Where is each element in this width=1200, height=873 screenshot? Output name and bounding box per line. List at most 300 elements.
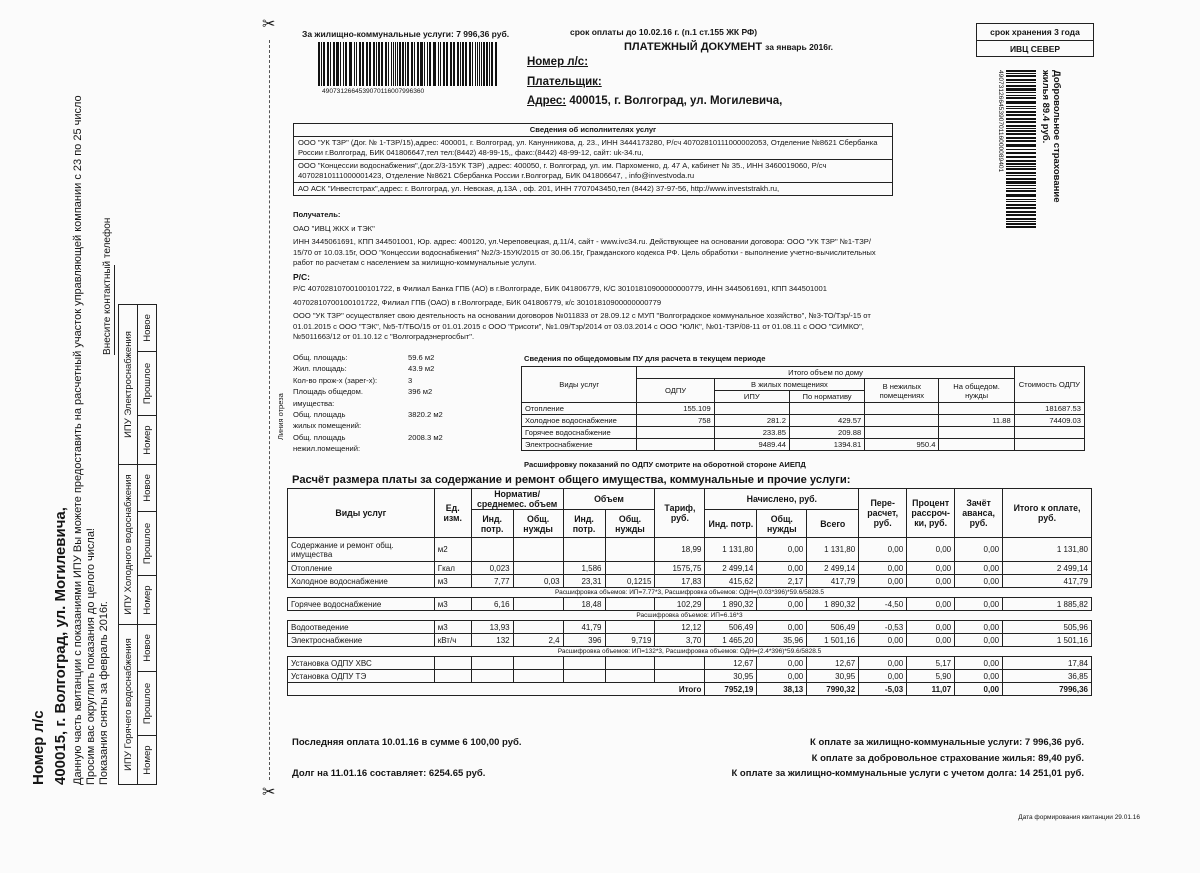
barcode-bar xyxy=(407,42,409,86)
calc-cell-tariff xyxy=(655,670,705,683)
calc-h-topay: Итого к оплате, руб. xyxy=(1003,489,1092,538)
barcode-bar xyxy=(1006,221,1036,222)
calc-cell-rc: 0,00 xyxy=(859,657,907,670)
calc-cell-tot: 1 131,80 xyxy=(807,538,859,562)
barcode-bar xyxy=(477,42,478,86)
barcode-bar xyxy=(1006,92,1036,93)
document-title-text: ПЛАТЕЖНЫЙ ДОКУМЕНТ xyxy=(624,41,763,53)
barcode-bar xyxy=(453,42,455,86)
stub-account-label: Номер л/с xyxy=(30,710,47,785)
calc-h-volume-common: Общ. нужды xyxy=(605,510,655,538)
barcode-bar xyxy=(1006,185,1036,186)
area-label: Общ. площадь: xyxy=(293,353,348,362)
barcode-bar xyxy=(446,42,448,86)
ipu-electric-title: ИПУ Электроснабжения xyxy=(119,305,138,465)
calc-h-installment: Процент рассроч- ки, руб. xyxy=(907,489,955,538)
calc-h-volume: Объем xyxy=(563,489,655,510)
barcode-bar xyxy=(1006,190,1036,192)
calc-cell-inst: 0,00 xyxy=(907,634,955,647)
calc-total-tot: 7990,32 xyxy=(807,683,859,696)
barcode-bar xyxy=(330,42,331,86)
calc-h-charged-total: Всего xyxy=(807,510,859,538)
barcode-bar xyxy=(1006,218,1036,220)
calc-cell-n2 xyxy=(513,538,563,562)
barcode-bar xyxy=(433,42,436,86)
barcode-bar xyxy=(376,42,377,86)
calc-cell-c1: 506,49 xyxy=(705,621,757,634)
calc-cell-rc: 0,00 xyxy=(859,634,907,647)
calc-cell-tariff: 102,29 xyxy=(655,598,705,611)
calc-cell-n1 xyxy=(471,670,513,683)
odpu-h-norm: По нормативу xyxy=(789,391,864,403)
calc-cell-c2: 0,00 xyxy=(757,670,807,683)
scissors-icon: ✂ xyxy=(262,784,276,801)
calc-row xyxy=(288,562,1092,575)
barcode-bar xyxy=(427,42,428,86)
calc-cell-adv: 0,00 xyxy=(955,657,1003,670)
barcode-bar xyxy=(381,42,383,86)
last-payment: Последняя оплата 10.01.16 в сумме 6 100,00 руб. xyxy=(292,737,522,748)
barcode-bar xyxy=(491,42,493,86)
barcode-bar xyxy=(1006,168,1036,170)
barcode-bar xyxy=(1006,160,1036,162)
barcode-bar xyxy=(1006,166,1036,167)
barcode-bar xyxy=(323,42,325,86)
recipient-block xyxy=(293,210,983,343)
barcode-bar xyxy=(457,42,459,86)
contract-line: ООО "УК ТЗР" осуществляет свою деятельность на основании договоров №011833 от 28.09.12 с МУП "Волгоградское коммунальное хозяйство", №3-ТО/Тзр/-15 от xyxy=(293,311,871,320)
barcode-bar xyxy=(1006,73,1036,74)
calc-total-inst: 11,07 xyxy=(907,683,955,696)
odpu-table xyxy=(521,366,1085,451)
barcode-bar xyxy=(1006,133,1036,135)
barcode-bar xyxy=(486,42,488,86)
calc-cell-c1: 2 499,14 xyxy=(705,562,757,575)
area-row xyxy=(293,398,463,409)
calc-cell-unit: м2 xyxy=(434,538,471,562)
calc-cell-pay: 417,79 xyxy=(1003,575,1092,588)
barcode-bar xyxy=(1006,201,1036,202)
calc-cell-c2: 35,96 xyxy=(757,634,807,647)
calc-h-unit: Ед. изм. xyxy=(434,489,471,538)
barcode-bar xyxy=(399,42,401,86)
contract-line: 01.01.2015 с ООО "ТЭК", №5-Т/ТБО/15 от 01.01.2015 с ООО "Грисоти", №1.09/Тзр/2014 от 03.03.2014 с ООО "ЮЛК", №01-ТЗР/08-11 от 01.08.11 с ООО "СИМКО", xyxy=(293,321,864,331)
ipu-electric-previous[interactable]: Прошлое xyxy=(138,351,157,415)
barcode-bar xyxy=(479,42,480,86)
calc-total-pay: 7996,36 xyxy=(1003,683,1092,696)
calc-row xyxy=(288,621,1092,634)
org-name: ИВЦ СЕВЕР xyxy=(1009,44,1061,54)
ipu-electric-number[interactable]: Номер xyxy=(138,416,157,465)
barcode-bar xyxy=(1006,106,1036,107)
barcode-bar xyxy=(1006,118,1036,120)
calc-cell-n2: 0,03 xyxy=(513,575,563,588)
volume-breakdown xyxy=(288,611,1092,621)
calc-total-adv: 0,00 xyxy=(955,683,1003,696)
calc-cell-n2 xyxy=(513,562,563,575)
barcode-bar xyxy=(333,42,335,86)
calc-cell-name: Электроснабжение xyxy=(288,634,435,647)
barcode-bar xyxy=(1006,214,1036,216)
calc-h-norm-ind: Инд. потр. xyxy=(471,510,513,538)
odpu-row xyxy=(522,427,1085,439)
calc-cell-tot: 12,67 xyxy=(807,657,859,670)
odpu-row xyxy=(522,415,1085,427)
stub-notice: Данную часть квитанции с показаниями ИПУ Вы можете предоставить на расчетный участок управляющей компании с 23 по 25 число xyxy=(72,95,84,785)
contract-line: №5011663/12 от 01.10.12 с "Волгоградэнергосбыт". xyxy=(293,332,475,341)
odpu-cell-ipu: 9489.44 xyxy=(714,439,789,451)
barcode-bar xyxy=(405,42,406,86)
barcode-main-number: 4907312664539070116007996360 xyxy=(322,88,425,95)
barcode-bar xyxy=(393,42,394,86)
area-row xyxy=(293,443,463,454)
barcode-bar xyxy=(349,42,352,86)
barcode-bar xyxy=(1006,108,1036,109)
barcode-bar xyxy=(1006,111,1036,113)
odpu-cell-norm: 429.57 xyxy=(789,415,864,427)
insurance-block xyxy=(986,70,1066,240)
area-label: Кол-во прож-х (зарег-х): xyxy=(293,375,378,385)
barcode-bar xyxy=(489,42,490,86)
tear-off-stub xyxy=(30,15,160,785)
ipu-hot-title: ИПУ Горячего водоснабжения xyxy=(119,625,138,785)
due-date: срок оплаты до 10.02.16 г. (п.1 ст.155 ЖК РФ) xyxy=(570,27,758,37)
odpu-h-service: Виды услуг xyxy=(522,367,637,403)
area-label: Площадь общедом. xyxy=(293,387,363,397)
barcode-bar xyxy=(417,42,419,86)
calc-cell-tot: 2 499,14 xyxy=(807,562,859,575)
odpu-cell-name: Холодное водоснабжение xyxy=(522,415,637,427)
calc-cell-n2 xyxy=(513,657,563,670)
calc-cell-c1: 415,62 xyxy=(705,575,757,588)
odpu-cell-name: Горячее водоснабжение xyxy=(522,427,637,439)
barcode-bar xyxy=(1006,178,1036,180)
ipu-hot-new[interactable]: Новое xyxy=(138,625,157,672)
odpu-cell-norm xyxy=(789,403,864,415)
barcode-bar xyxy=(438,42,439,86)
calc-h-recalc: Пере- расчет, руб. xyxy=(859,489,907,538)
stub-address: 400015, г. Волгоград, ул. Могилевича, xyxy=(52,507,69,785)
calc-cell-unit xyxy=(434,670,471,683)
calc-cell-n1 xyxy=(471,538,513,562)
calc-cell-adv: 0,00 xyxy=(955,562,1003,575)
barcode-bar xyxy=(443,42,445,86)
barcode-bar xyxy=(1006,199,1036,200)
barcode-bar xyxy=(1006,82,1036,83)
calc-cell-v2 xyxy=(605,670,655,683)
barcode-insurance-number: 4907312664539070116000089401 xyxy=(997,70,1004,173)
calc-cell-inst: 5,90 xyxy=(907,670,955,683)
executors-table xyxy=(293,123,893,196)
calc-cell-pay: 17,84 xyxy=(1003,657,1092,670)
ipu-electric-new[interactable]: Новое xyxy=(138,305,157,352)
calc-h-norm-common: Общ. нужды xyxy=(513,510,563,538)
calc-cell-v1: 41,79 xyxy=(563,621,605,634)
odpu-cell-odpu: 155.109 xyxy=(637,403,714,415)
calc-cell-name: Установка ОДПУ ХВС xyxy=(288,657,435,670)
recipient-label: Получатель: xyxy=(293,210,341,219)
rs-line: Р/С 40702810700100101722, в Филиал Банка ГПБ (АО) в г.Волгограде, БИК 041806779, К/С 30101810900000000779, ИНН 3445061691, КПП 344501001 xyxy=(293,284,827,293)
barcode-bar xyxy=(1006,121,1036,123)
calc-cell-unit: м3 xyxy=(434,598,471,611)
area-value: 396 м2 xyxy=(408,387,433,397)
calc-row xyxy=(288,657,1092,670)
calc-cell-unit: м3 xyxy=(434,621,471,634)
odpu-cell-common xyxy=(939,403,1014,415)
barcode-bar xyxy=(460,42,461,86)
recipient-name: ОАО "ИВЦ ЖКХ и ТЭК" xyxy=(293,223,375,233)
stub-readings-date: Показания сняты за февраль 2016г. xyxy=(98,601,110,785)
barcode-bar xyxy=(385,42,387,86)
calc-h-tariff: Тариф, руб. xyxy=(655,489,705,538)
barcode-bar xyxy=(414,42,415,86)
address-value: 400015, г. Волгоград, ул. Могилевича, xyxy=(569,95,783,107)
calc-cell-tariff xyxy=(655,657,705,670)
odpu-h-residential: В жилых помещениях xyxy=(714,379,865,391)
calc-h-charged: Начислено, руб. xyxy=(705,489,859,510)
total-line: За жилищно-коммунальные услуги: 7 996,36 руб. xyxy=(302,29,510,39)
stub-phone-label: Внесите контактный телефон xyxy=(102,217,113,355)
barcode-bar xyxy=(1006,125,1036,127)
calc-cell-v2 xyxy=(605,562,655,575)
calc-cell-tot: 1 890,32 xyxy=(807,598,859,611)
calc-cell-c1: 1 131,80 xyxy=(705,538,757,562)
odpu-cell-odpu xyxy=(637,427,714,439)
odpu-cell-nonres xyxy=(865,415,939,427)
calc-row xyxy=(288,575,1092,588)
stub-ipu-table xyxy=(118,304,157,785)
barcode-bar xyxy=(1006,163,1036,165)
ipu-cold-new[interactable]: Новое xyxy=(138,465,157,512)
odpu-cell-ipu: 281.2 xyxy=(714,415,789,427)
calc-cell-c2: 2,17 xyxy=(757,575,807,588)
odpu-cell-name: Электроснабжение xyxy=(522,439,637,451)
calc-total-c2: 38,13 xyxy=(757,683,807,696)
calc-cell-tariff: 3,70 xyxy=(655,634,705,647)
barcode-bar xyxy=(1006,140,1036,142)
calc-cell-adv: 0,00 xyxy=(955,598,1003,611)
odpu-cell-common xyxy=(939,439,1014,451)
ipu-hot-previous[interactable]: Прошлое xyxy=(138,671,157,735)
calc-cell-v2: 0,1215 xyxy=(605,575,655,588)
odpu-cell-name: Отопление xyxy=(522,403,637,415)
calc-cell-v2 xyxy=(605,598,655,611)
barcode-bar xyxy=(1006,128,1036,129)
calc-cell-n1: 0,023 xyxy=(471,562,513,575)
calc-cell-n1 xyxy=(471,657,513,670)
barcode-bar xyxy=(1006,144,1036,147)
document-title xyxy=(624,41,833,53)
calc-cell-inst: 0,00 xyxy=(907,598,955,611)
barcode-bar xyxy=(424,42,425,86)
calc-row xyxy=(288,634,1092,647)
calc-cell-v2 xyxy=(605,538,655,562)
calc-h-service: Виды услуг xyxy=(288,489,435,538)
ipu-hot-number[interactable]: Номер xyxy=(138,736,157,785)
calc-cell-n2 xyxy=(513,598,563,611)
barcode-bar xyxy=(1006,207,1036,209)
barcode-bar xyxy=(1006,114,1036,116)
recipient-details: 15/70 от 10.03.15г, ООО "Концессии водоснабжения" №2/3-15УК/2015 от 30.06.15г, Гражданского кодекса РФ. Цель обработки - выполнение учетно-вычислительных xyxy=(293,247,876,257)
calc-cell-adv: 0,00 xyxy=(955,670,1003,683)
calc-cell-name: Отопление xyxy=(288,562,435,575)
recipient-details: работ по расчетам с населением за жилищно-коммунальные услуги. xyxy=(293,258,537,267)
barcode-bar xyxy=(359,42,361,86)
calc-h-charged-common: Общ. нужды xyxy=(757,510,807,538)
calc-cell-v1: 18,48 xyxy=(563,598,605,611)
barcode-main xyxy=(318,42,498,86)
barcode-bar xyxy=(1006,70,1036,72)
barcode-bar xyxy=(429,42,431,86)
calc-cell-adv: 0,00 xyxy=(955,538,1003,562)
ipu-cold-number[interactable]: Номер xyxy=(138,576,157,625)
calc-total-row xyxy=(288,683,1092,696)
barcode-bar xyxy=(1006,149,1036,150)
odpu-cell-norm: 1394.81 xyxy=(789,439,864,451)
calc-cell-pay: 36,85 xyxy=(1003,670,1092,683)
cut-line xyxy=(269,40,270,780)
calc-cell-name: Установка ОДПУ ТЭ xyxy=(288,670,435,683)
calc-cell-c1: 30,95 xyxy=(705,670,757,683)
area-value: 59.6 м2 xyxy=(408,353,435,362)
calc-cell-v2 xyxy=(605,657,655,670)
calc-cell-pay: 505,96 xyxy=(1003,621,1092,634)
barcode-bar xyxy=(481,42,482,86)
cut-line-label: Линия отреза xyxy=(276,393,285,440)
odpu-h-common: На общедом. нужды xyxy=(939,379,1014,403)
calc-cell-n1: 132 xyxy=(471,634,513,647)
debt: Долг на 11.01.16 составляет: 6254.65 руб. xyxy=(292,768,486,779)
calc-row xyxy=(288,598,1092,611)
barcode-bar xyxy=(1006,152,1036,154)
calc-cell-inst: 0,00 xyxy=(907,538,955,562)
barcode-bar xyxy=(462,42,464,86)
calc-cell-name: Содержание и ремонт общ. имущества xyxy=(288,538,435,562)
executors-title: Сведения об исполнителях услуг xyxy=(294,124,893,137)
rs-line: 40702810700100101722, Филиал ГПБ (ОАО) в г.Волгограде, БИК 041806779, к/с 30101810900000000779 xyxy=(293,297,662,307)
calc-cell-v1: 396 xyxy=(563,634,605,647)
storage-box xyxy=(976,23,1094,57)
calc-cell-inst: 0,00 xyxy=(907,575,955,588)
calc-cell-tariff: 17,83 xyxy=(655,575,705,588)
calc-cell-pay: 1 501,16 xyxy=(1003,634,1092,647)
area-label: имущества: xyxy=(293,398,335,408)
volume-breakdown-text: Расшифровка объемов: ИП=132*3, Расшифровка объемов: ОДН=(2.4*396)*59.6/5828.5 xyxy=(288,647,1092,657)
odpu-cell-ipu: 233.85 xyxy=(714,427,789,439)
calc-total-label: Итого xyxy=(288,683,705,696)
barcode-bar xyxy=(469,42,471,86)
barcode-insurance xyxy=(1006,70,1036,230)
odpu-cell-odpu: 758 xyxy=(637,415,714,427)
barcode-bar xyxy=(318,42,320,86)
volume-breakdown-text: Расшифровка объемов: ИП=6.16*3 xyxy=(288,611,1092,621)
barcode-bar xyxy=(369,42,371,86)
to-pay-hcs: К оплате за жилищно-коммунальные услуги: 7 996,36 руб. xyxy=(810,737,1084,748)
barcode-bar xyxy=(1006,226,1036,228)
barcode-bar xyxy=(1006,75,1036,77)
odpu-cell-ipu xyxy=(714,403,789,415)
barcode-bar xyxy=(1006,194,1036,197)
calc-cell-tariff: 1575,75 xyxy=(655,562,705,575)
calc-cell-name: Холодное водоснабжение xyxy=(288,575,435,588)
areas-block xyxy=(293,352,463,455)
calc-h-charged-ind: Инд. потр. xyxy=(705,510,757,538)
calc-cell-v1: 1,586 xyxy=(563,562,605,575)
calc-cell-name: Горячее водоснабжение xyxy=(288,598,435,611)
barcode-bar xyxy=(1006,97,1036,99)
barcode-bar xyxy=(1006,79,1036,81)
barcode-bar xyxy=(1006,101,1036,104)
calc-cell-c2: 0,00 xyxy=(757,538,807,562)
calc-row xyxy=(288,538,1092,562)
barcode-bar xyxy=(402,42,404,86)
area-row xyxy=(293,409,463,420)
insurance-text: Добровольное страхование жилья 89.4 руб. xyxy=(1040,70,1062,203)
odpu-h-cost: Стоимость ОДПУ xyxy=(1014,367,1084,403)
barcode-bar xyxy=(411,42,413,86)
calc-cell-c2: 0,00 xyxy=(757,657,807,670)
odpu-cell-cost xyxy=(1014,427,1084,439)
calc-table xyxy=(287,488,1092,696)
odpu-h-ipu: ИПУ xyxy=(714,391,789,403)
barcode-bar xyxy=(1006,172,1036,174)
barcode-bar xyxy=(1006,204,1036,206)
stub-phone-line[interactable] xyxy=(114,265,115,355)
area-row xyxy=(293,375,463,386)
calc-cell-tariff: 18,99 xyxy=(655,538,705,562)
area-label: жилых помещений: xyxy=(293,421,362,431)
barcode-bar xyxy=(450,42,452,86)
calc-cell-tot: 506,49 xyxy=(807,621,859,634)
barcode-bar xyxy=(345,42,347,86)
barcode-bar xyxy=(1006,156,1036,158)
ipu-cold-previous[interactable]: Прошлое xyxy=(138,511,157,575)
calc-cell-c2: 0,00 xyxy=(757,598,807,611)
barcode-bar xyxy=(1006,95,1036,96)
calc-cell-name: Водоотведение xyxy=(288,621,435,634)
calc-h-norm: Норматив/ среднемес. объем xyxy=(471,489,563,510)
odpu-h-odpu: ОДПУ xyxy=(637,379,714,403)
area-row xyxy=(293,352,463,363)
barcode-bar xyxy=(366,42,368,86)
volume-breakdown xyxy=(288,647,1092,657)
barcode-bar xyxy=(475,42,476,86)
barcode-bar xyxy=(356,42,357,86)
calc-cell-tot: 1 501,16 xyxy=(807,634,859,647)
calc-cell-c2: 0,00 xyxy=(757,621,807,634)
area-label: Общ. площадь xyxy=(293,432,346,442)
calc-cell-adv: 0,00 xyxy=(955,575,1003,588)
odpu-cell-common: 11.88 xyxy=(939,415,1014,427)
odpu-cell-odpu xyxy=(637,439,714,451)
odpu-cell-cost xyxy=(1014,439,1084,451)
area-value: 3 xyxy=(408,375,413,385)
calc-cell-rc: 0,00 xyxy=(859,562,907,575)
barcode-bar xyxy=(420,42,423,86)
barcode-bar xyxy=(340,42,341,86)
calc-cell-c1: 1 465,20 xyxy=(705,634,757,647)
barcode-bar xyxy=(327,42,329,86)
calc-cell-rc: -4,50 xyxy=(859,598,907,611)
calc-cell-n1: 13,93 xyxy=(471,621,513,634)
barcode-bar xyxy=(1006,88,1036,91)
executor-row: АО АСК "Инвестстрах",адрес: г. Волгоград, ул. Невская, д.13А , оф. 201, ИНН 7707043450,тел (8442) 37-97-56, http://www.investstrakh.ru, xyxy=(294,183,893,196)
barcode-bar xyxy=(1006,181,1036,184)
odpu-h-nonres: В нежилых помещениях xyxy=(865,379,939,403)
barcode-bar xyxy=(395,42,396,86)
address-line xyxy=(527,95,782,107)
executor-row: ООО "Концессии водоснабжения",(дог.2/3-15УК ТЗР) ,адрес: 400050, г. Волгоград, ул. им. Пархоменко, д. 47 А, кабинет № 35., ИНН 3460019060, Р/сч 40702810111000001423, Отделение №8621 Сбербанка России г.Волгоград, БИК 041806647, , info@investvoda.ru xyxy=(294,160,893,183)
